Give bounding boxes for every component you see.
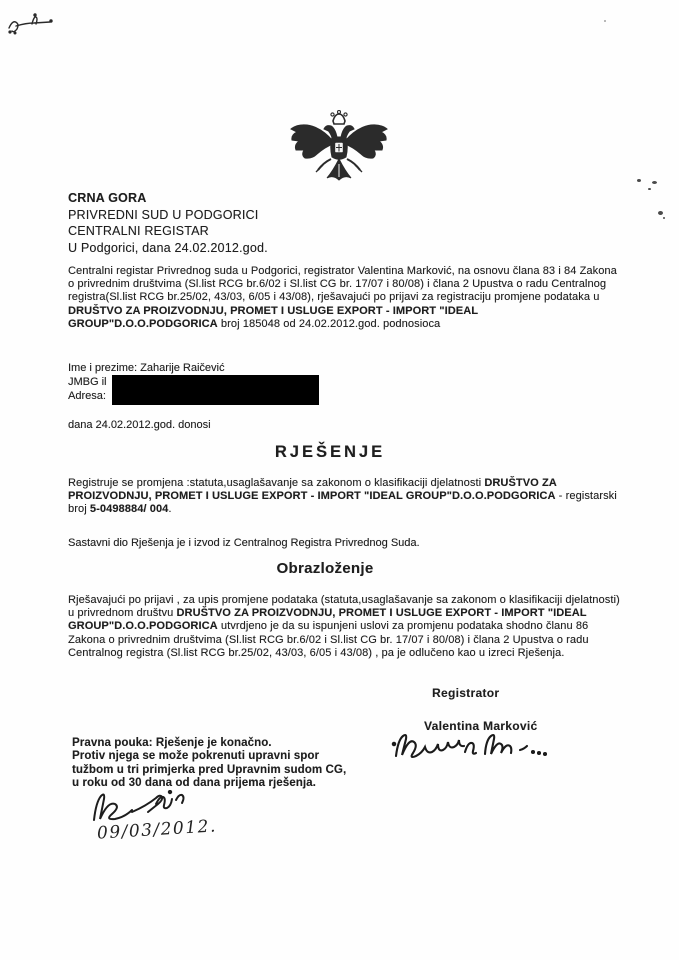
legal-line: Pravna pouka: Rješenje je konačno. <box>72 737 272 749</box>
explanation-title: Obrazloženje <box>276 560 374 577</box>
decision-text: Registruje se promjena :statuta,usaglašavanje sa zakonom o klasifikaciji djelatnosti <box>68 477 485 489</box>
company-name: DRUŠTVO ZA PROIZVODNJU, PROMET I USLUGE EXPORT - IMPORT "IDEAL GROUP"D.O.O.PODGORICA <box>68 304 478 330</box>
explanation-text: Rješavajući po prijavi , za upis promjene podataka (statuta,usaglašavanje sa zakonom o klasifikaciji djelatnosti) u privrednom društvu <box>68 594 620 620</box>
header-court: PRIVREDNI SUD U PODGORICI <box>68 207 259 222</box>
document-header <box>68 190 268 256</box>
registrar-name: Valentina Marković <box>424 719 538 733</box>
montenegro-coat-of-arms-icon <box>287 110 391 188</box>
intro-text-2: broj 185048 od 24.02.2012.god. podnosioca <box>217 317 441 330</box>
header-country: CRNA GORA <box>68 191 147 205</box>
legal-line: Protiv njega se može pokrenuti upravni spor <box>72 750 320 763</box>
decision-paragraph <box>68 477 625 517</box>
header-registry: CENTRALNI REGISTAR <box>68 224 209 239</box>
decision-title: RJEŠENJE <box>274 443 386 461</box>
date-line: dana 24.02.2012.god. donosi <box>68 419 211 431</box>
applicant-address-label: Adresa: <box>68 390 106 402</box>
applicant-name: Ime i prezime: Zaharije Raičević <box>68 362 225 374</box>
company-name: DRUŠTVO ZA PROIZVODNJU, PROMET I USLUGE EXPORT - IMPORT "IDEAL GROUP"D.O.O.PODGORICA <box>68 477 557 503</box>
legal-line: u roku od 30 dana od dana prijema rješenja. <box>72 777 316 790</box>
scan-speck <box>648 188 651 190</box>
redaction-box <box>112 375 319 405</box>
explanation-paragraph <box>68 594 626 660</box>
registrar-signature-icon <box>390 722 570 768</box>
scan-speck <box>658 211 663 215</box>
attachment-line: Sastavni dio Rješenja je i izvod iz Centralnog Registra Privrednog Suda. <box>68 537 420 549</box>
handwritten-date: 09/03/2012. <box>96 816 218 844</box>
explanation-text-2: utvrdjeno je da su ispunjeni uslovi za promjenu podataka shodno članu 86 Zakona o privrednim društvima (Sl.list RCG br.6/02 i Sl.list CG br. 17/07 i 80/08) i člana 2 Upustva o radu Centralnog registra (Sl.list RCG br.25/02, 43/03, 6/05 i 43/08) , pa je odlučeno kao u izreci Rješenja. <box>68 620 589 659</box>
handwritten-scribble-icon <box>6 12 58 38</box>
legal-notice <box>72 737 346 791</box>
legal-line: tužbom u tri primjerka pred Upravnim sudom CG, <box>72 763 347 776</box>
intro-text: Centralni registar Privrednog suda u Podgorici, registrator Valentina Marković, na osnovu člana 83 i 84 Zakona o privrednim društvima (Sl.list RCG br.6/02 i Sl.list CG br. 17/07 i 80/08) i člana 2 Upustva o radu Centralnog registra(Sl.list RCG br.25/02, 43/03, 6/05 i 43/08), rješavajući po prijavi za registraciju promjene podataka u <box>68 265 617 304</box>
applicant-jmbg-label: JMBG il <box>68 376 107 388</box>
scan-speck <box>663 217 665 219</box>
company-name: DRUŠTVO ZA PROIZVODNJU, PROMET I USLUGE EXPORT - IMPORT "IDEAL GROUP"D.O.O.PODGORICA <box>68 607 587 633</box>
registrar-title: Registrator <box>432 686 500 700</box>
registration-number: 5-0498884/ 004 <box>89 503 169 516</box>
scan-speck <box>604 20 606 22</box>
header-place-date: U Podgorici, dana 24.02.2012.god. <box>68 240 268 255</box>
decision-text-2: - registarski broj <box>68 490 617 516</box>
intro-paragraph <box>68 265 621 331</box>
scan-speck <box>652 181 657 184</box>
decision-text-3: . <box>168 503 172 516</box>
scan-speck <box>637 179 641 182</box>
